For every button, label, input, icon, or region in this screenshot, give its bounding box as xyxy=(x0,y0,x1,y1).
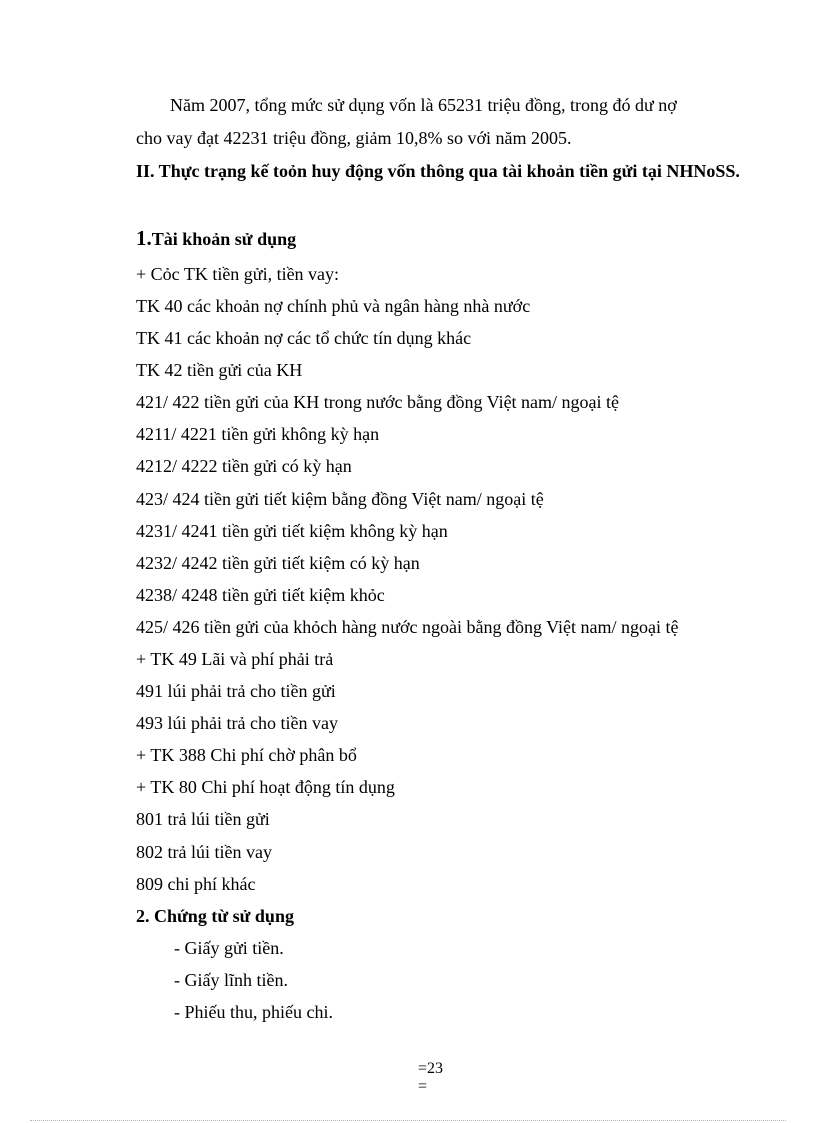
intro-paragraph xyxy=(136,89,741,155)
account-line: 4238/ 4248 tiền gửi tiết kiệm khỏc xyxy=(136,585,385,605)
section-2-title: II. Thực trạng kế toỏn huy động vốn thông qua tài khoản tiền gửi tại NHNoSS. xyxy=(136,161,740,181)
intro-line-1: Năm 2007, tổng mức sử dụng vốn là 65231 triệu đồng, trong đó dư nợ xyxy=(170,95,677,115)
account-line: + TK 49 Lãi và phí phải trả xyxy=(136,649,334,669)
account-line: 4211/ 4221 tiền gửi không kỳ hạn xyxy=(136,424,380,444)
account-line: 801 trả lúi tiền gửi xyxy=(136,809,270,829)
account-line: 423/ 424 tiền gửi tiết kiệm bằng đồng Việt nam/ ngoại tệ xyxy=(136,489,544,509)
account-line: TK 40 các khoản nợ chính phủ và ngân hàng nhà nước xyxy=(136,296,531,316)
account-line: + TK 388 Chi phí chờ phân bổ xyxy=(136,745,357,765)
intro-line-2: cho vay đạt 42231 triệu đồng, giảm 10,8% so với năm 2005. xyxy=(136,128,572,148)
page-number-underline: = xyxy=(418,1078,428,1095)
subsection-1-label: Tài khoản sử dụng xyxy=(151,229,297,249)
account-line: 809 chi phí khác xyxy=(136,874,256,894)
subsection-1-title xyxy=(136,226,296,251)
account-line: 421/ 422 tiền gửi của KH trong nước bằng đồng Việt nam/ ngoại tệ xyxy=(136,392,620,412)
page-number: =23 xyxy=(418,1060,444,1077)
account-line: 493 lúi phải trả cho tiền vay xyxy=(136,713,338,733)
account-line: 4212/ 4222 tiền gửi có kỳ hạn xyxy=(136,456,352,476)
document-item: - Phiếu thu, phiếu chi. xyxy=(174,1002,333,1022)
account-line: + Cỏc TK tiền gửi, tiền vay: xyxy=(136,264,340,284)
account-line: 802 trả lúi tiền vay xyxy=(136,842,272,862)
subsection-2-title: 2. Chứng từ sử dụng xyxy=(136,906,294,926)
account-line: 4231/ 4241 tiền gửi tiết kiệm không kỳ hạn xyxy=(136,521,448,541)
account-line: 425/ 426 tiền gửi của khỏch hàng nước ngoài bằng đồng Việt nam/ ngoại tệ xyxy=(136,617,679,637)
document-item: - Giấy lĩnh tiền. xyxy=(174,970,288,990)
account-line: 491 lúi phải trả cho tiền gửi xyxy=(136,681,336,701)
account-line: TK 42 tiền gửi của KH xyxy=(136,360,303,380)
account-line: + TK 80 Chi phí hoạt động tín dụng xyxy=(136,777,395,797)
account-line: TK 41 các khoản nợ các tổ chức tín dụng khác xyxy=(136,328,472,348)
account-line: 4232/ 4242 tiền gửi tiết kiệm có kỳ hạn xyxy=(136,553,420,573)
document-item: - Giấy gửi tiền. xyxy=(174,938,284,958)
footer-divider xyxy=(30,1120,786,1121)
subsection-1-number: 1. xyxy=(136,226,152,250)
